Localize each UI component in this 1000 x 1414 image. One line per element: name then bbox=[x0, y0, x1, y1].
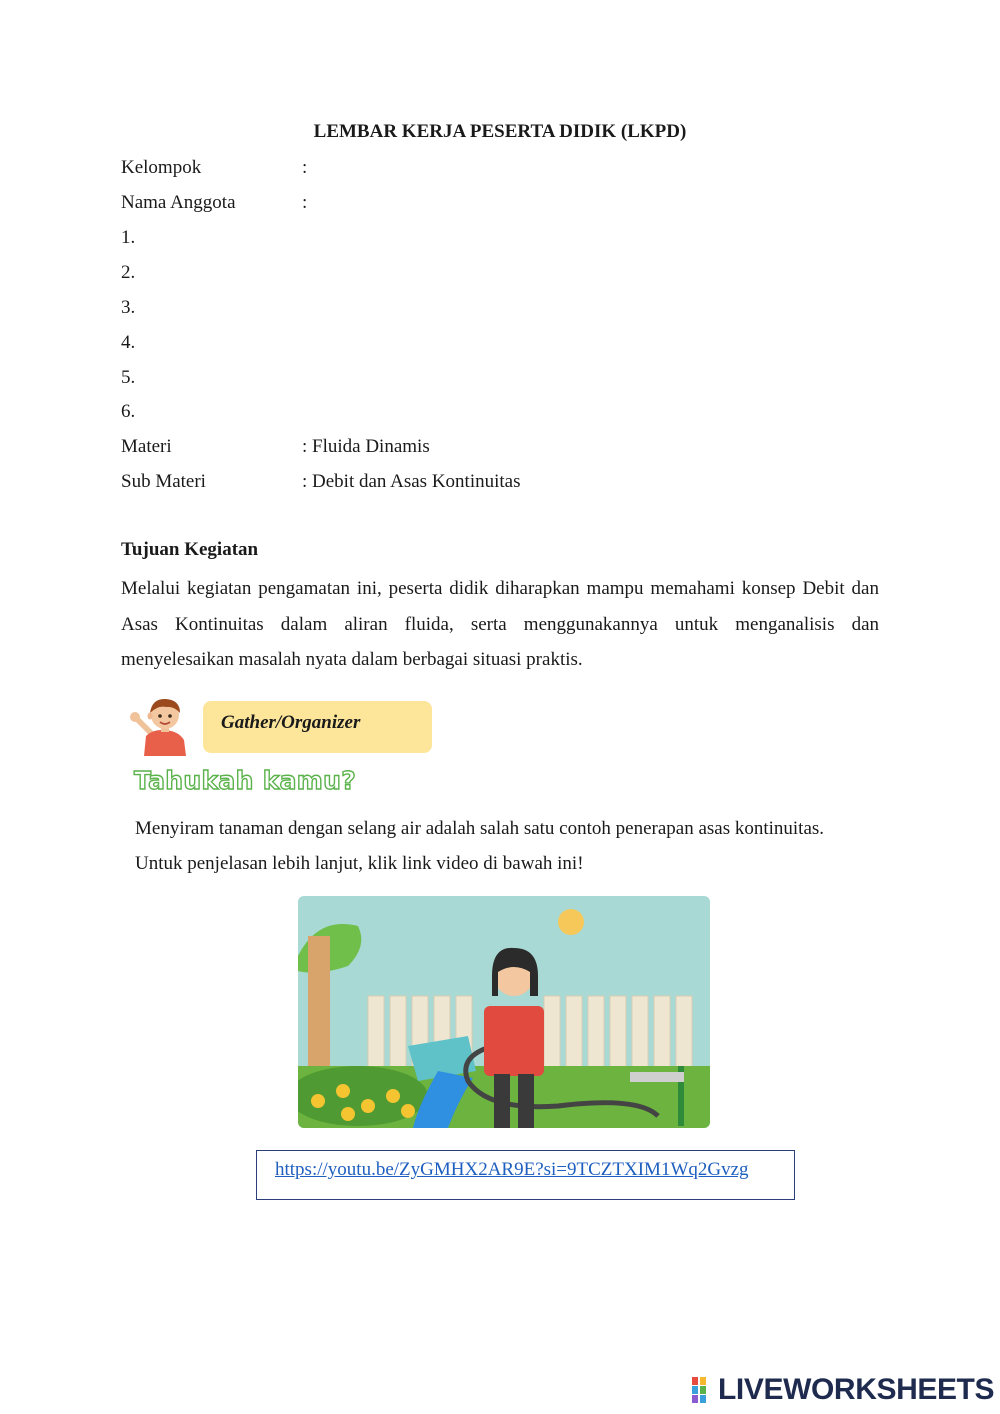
materi-row bbox=[121, 435, 430, 459]
nama-anggota-value[interactable]: : bbox=[302, 192, 308, 213]
sub-materi-label: Sub Materi bbox=[121, 471, 206, 492]
member-3[interactable]: 3. bbox=[121, 297, 136, 318]
member-1[interactable]: 1. bbox=[121, 227, 136, 248]
tujuan-paragraph: Melalui kegiatan pengamatan ini, peserta didik diharapkan mampu memahami konsep Debit dan Asas Kontinuitas dalam aliran fluida, serta menggunakannya untuk menganalisis dan menyelesaikan masalah nyata dalam berbagai situasi praktis. bbox=[121, 578, 879, 670]
page-title: LEMBAR KERJA PESERTA DIDIK (LKPD) bbox=[313, 121, 687, 142]
member-2[interactable]: 2. bbox=[121, 262, 136, 283]
tujuan-heading: Tujuan Kegiatan bbox=[121, 539, 259, 560]
kelompok-row bbox=[121, 156, 307, 180]
watering-garden-illustration bbox=[298, 896, 710, 1128]
member-4[interactable]: 4. bbox=[121, 332, 136, 353]
kelompok-value[interactable]: : bbox=[302, 157, 308, 178]
nama-anggota-label: Nama Anggota bbox=[121, 192, 236, 213]
video-link[interactable]: https://youtu.be/ZyGMHX2AR9E?si=9TCZTXIM1Wq2Gvzg bbox=[275, 1159, 749, 1180]
gather-organizer-label: Gather/Organizer bbox=[221, 712, 361, 733]
sub-materi-row bbox=[121, 470, 520, 494]
member-5[interactable]: 5. bbox=[121, 367, 136, 388]
video-link-box bbox=[256, 1150, 795, 1200]
materi-label: Materi bbox=[121, 436, 172, 457]
liveworksheets-brand: LIVEWORKSHEETS bbox=[718, 1373, 995, 1406]
liveworksheets-logo bbox=[692, 1375, 994, 1405]
nama-anggota-row bbox=[121, 191, 307, 215]
member-6[interactable]: 6. bbox=[121, 401, 136, 422]
waving-kid-icon bbox=[128, 696, 196, 758]
tahukah-line-1: Menyiram tanaman dengan selang air adalah salah satu contoh penerapan asas kontinuitas. bbox=[135, 818, 825, 839]
tahukah-title: Tahukah kamu? bbox=[134, 766, 357, 795]
materi-value: : Fluida Dinamis bbox=[302, 436, 430, 457]
kelompok-label: Kelompok bbox=[121, 157, 202, 178]
sub-materi-value: : Debit dan Asas Kontinuitas bbox=[302, 471, 521, 492]
liveworksheets-icon bbox=[692, 1377, 714, 1403]
gather-organizer-banner bbox=[203, 701, 432, 753]
tahukah-line-2: Untuk penjelasan lebih lanjut, klik link video di bawah ini! bbox=[135, 853, 584, 874]
